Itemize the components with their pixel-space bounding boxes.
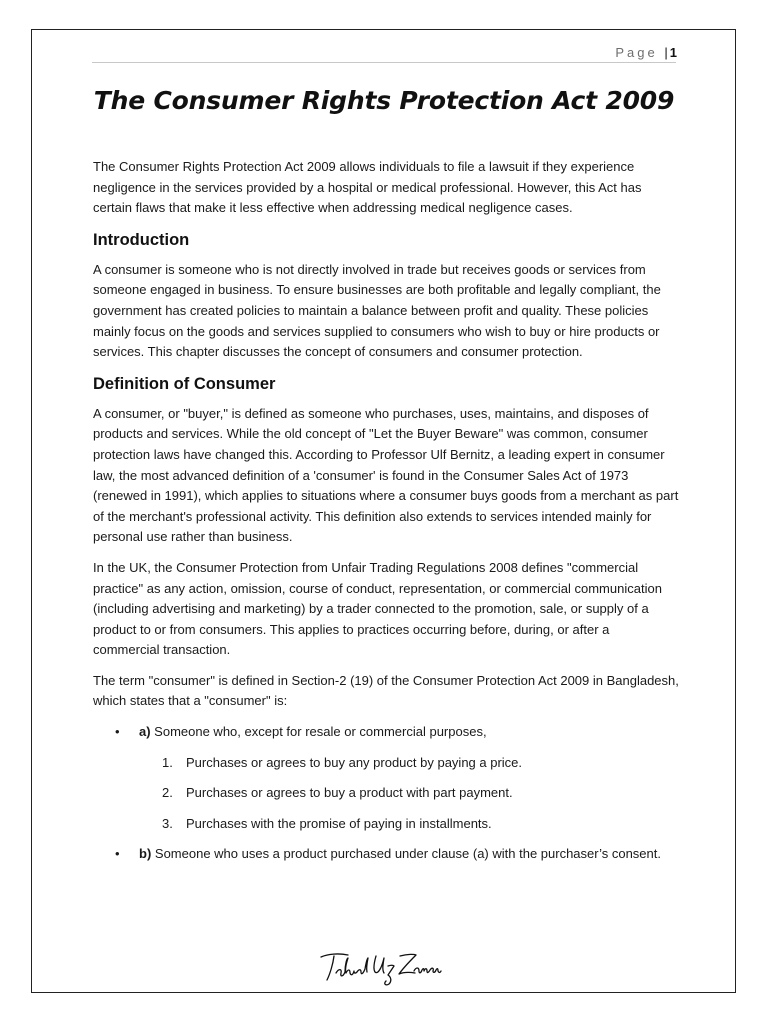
list-number: 1.: [162, 754, 173, 770]
introduction-paragraph: A consumer is someone who is not directly involved in trade but receives goods or services from someone engaged in business. To ensure businesses are both profitable and legally compliant, the government has created policies to maintain a balance between profit and quality. These policies mainly focus on the goods and services supplied to consumers who wish to buy or hire products or services. This chapter discusses the concept of consumers and consumer protection.: [93, 261, 661, 360]
list-text: Purchases or agrees to buy a product with part payment.: [186, 785, 513, 801]
clause-b: [93, 844, 679, 865]
sub-list: [139, 753, 679, 835]
list-item: [139, 814, 679, 835]
bullet: •: [115, 724, 120, 740]
page-word: Page: [615, 45, 658, 60]
page-number-header: [615, 45, 677, 60]
list-item: [139, 753, 679, 774]
section-heading-introduction: Introduction: [93, 230, 190, 249]
intro-paragraph: The Consumer Rights Protection Act 2009 allows individuals to file a lawsuit if they experience negligence in the services provided by a hospital or medical professional. However, this Act has certain flaws that make it less effective when addressing medical negligence cases.: [93, 159, 642, 216]
clause-list: [93, 722, 679, 865]
clause-text: Someone who uses a product purchased under clause (a) with the purchaser’s consent.: [151, 846, 661, 862]
document-title: The Consumer Rights Protection Act 2009: [93, 86, 675, 115]
definition-paragraph-3: The term "consumer" is defined in Section-2 (19) of the Consumer Protection Act 2009 in Bangladesh, which states that a "consumer" is:: [93, 672, 679, 709]
section-heading-definition: Definition of Consumer: [93, 374, 276, 393]
clause-text: Someone who, except for resale or commercial purposes,: [150, 724, 487, 740]
list-number: 2.: [162, 785, 173, 801]
page-separator: |: [664, 45, 668, 60]
bullet: •: [115, 846, 120, 862]
list-text: Purchases with the promise of paying in installments.: [186, 815, 492, 831]
definition-paragraph-1: A consumer, or "buyer," is defined as someone who purchases, uses, maintains, and disposes of products and services. While the old concept of "Let the Buyer Beware" was common, consumer protection laws have changed this. According to Professor Ulf Bernitz, a leading expert in consumer law, the most advanced definition of a 'consumer' is found in the Consumer Sales Act of 1973 (renewed in 1991), which applies to situations where a consumer buys goods from a merchant as part of the merchant's professional activity. This definition also extends to services intended mainly for personal use rather than business.: [93, 405, 679, 545]
clause-label: a): [139, 724, 151, 740]
list-item: [139, 783, 679, 804]
signature-mark: [318, 948, 442, 986]
clause-a: [93, 722, 679, 834]
list-number: 3.: [162, 815, 173, 831]
page-number: 1: [669, 45, 677, 60]
document-body: [93, 157, 679, 875]
definition-paragraph-2: In the UK, the Consumer Protection from Unfair Trading Regulations 2008 defines "commercial practice" as any action, omission, course of conduct, representation, or commercial communication (including advertising and marketing) by a trader connected to the promotion, sale, or supply of a product to or from consumers. This applies to practices occurring before, during, or after a commercial transaction.: [93, 559, 662, 658]
clause-label: b): [139, 846, 152, 862]
list-text: Purchases or agrees to buy any product by paying a price.: [186, 754, 523, 770]
header-rule: [92, 62, 676, 63]
handwritten-signature: [318, 948, 442, 986]
